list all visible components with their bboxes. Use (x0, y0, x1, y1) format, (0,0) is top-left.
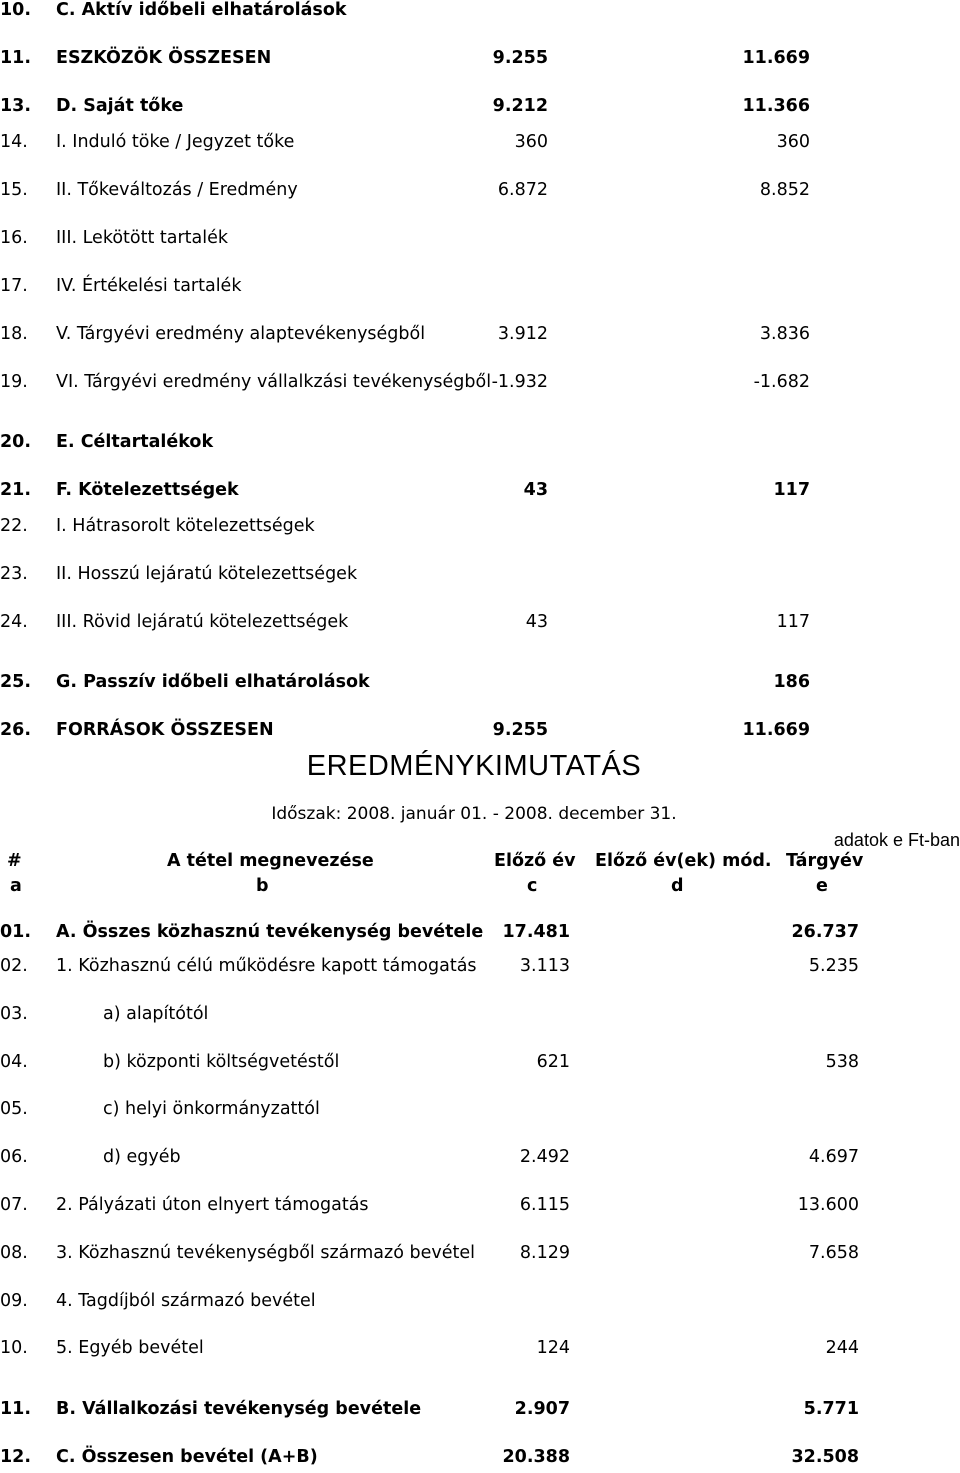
income-statement-title: EREDMÉNYKIMUTATÁS (306, 750, 642, 782)
previous-year-value: 20.388 (502, 1447, 570, 1467)
previous-year-value: -1.932 (491, 372, 548, 392)
current-year-value: 360 (776, 132, 810, 152)
current-year-value: -1.682 (753, 372, 810, 392)
previous-year-value: 6.872 (497, 180, 548, 200)
header-mod: Előző év(ek) mód. (595, 851, 772, 871)
previous-year-value: 360 (514, 132, 548, 152)
current-year-value: 117 (773, 480, 810, 500)
row-label: D. Saját tőke (56, 96, 184, 116)
table-row (0, 0, 960, 26)
table-row (0, 1147, 960, 1173)
previous-year-value: 9.212 (492, 96, 548, 116)
table-row (0, 922, 960, 948)
header-label-letter: b (256, 876, 269, 896)
row-number: 11. (0, 48, 32, 68)
row-label: G. Passzív időbeli elhatárolások (56, 672, 370, 692)
row-label: II. Hosszú lejáratú kötelezettségek (56, 564, 358, 584)
row-number: 15. (0, 180, 28, 200)
previous-year-value: 9.255 (492, 720, 548, 740)
row-number: 19. (0, 372, 28, 392)
row-label: I. Hátrasorolt kötelezettségek (56, 516, 315, 536)
current-year-value: 32.508 (791, 1447, 859, 1467)
table-row (0, 1291, 960, 1317)
current-year-value: 11.669 (742, 48, 810, 68)
table-row (0, 1099, 960, 1125)
table-row (0, 432, 960, 458)
table-row (0, 372, 960, 398)
previous-year-value: 621 (536, 1052, 570, 1072)
previous-year-value: 43 (523, 480, 548, 500)
previous-year-value: 124 (536, 1338, 570, 1358)
row-number: 03. (0, 1004, 28, 1024)
header-curr-letter: e (816, 876, 828, 896)
table-row (0, 180, 960, 206)
row-label: V. Tárgyévi eredmény alaptevékenységből (56, 324, 426, 344)
row-number: 14. (0, 132, 28, 152)
row-number: 11. (0, 1399, 32, 1419)
current-year-value: 8.852 (759, 180, 810, 200)
table-row (0, 956, 960, 982)
row-number: 01. (0, 922, 32, 942)
current-year-value: 5.771 (803, 1399, 859, 1419)
table-row (0, 564, 960, 590)
row-number: 26. (0, 720, 32, 740)
current-year-value: 11.669 (742, 720, 810, 740)
table-row (0, 1004, 960, 1030)
table-row (0, 516, 960, 542)
row-number: 22. (0, 516, 28, 536)
table-row (0, 228, 960, 254)
row-label: I. Induló töke / Jegyzet tőke (56, 132, 295, 152)
row-number: 13. (0, 96, 32, 116)
row-label: b) központi költségvetéstől (103, 1052, 340, 1072)
row-label: II. Tőkeváltozás / Eredmény (56, 180, 298, 200)
row-label: III. Lekötött tartalék (56, 228, 229, 248)
table-row (0, 1052, 960, 1078)
table-row (0, 1195, 960, 1221)
row-label: B. Vállalkozási tevékenység bevétele (56, 1399, 422, 1419)
previous-year-value: 9.255 (492, 48, 548, 68)
units-note: adatok e Ft-ban (833, 830, 960, 850)
header-curr: Tárgyév (786, 851, 864, 871)
previous-year-value: 3.113 (519, 956, 570, 976)
header-num-letter: a (10, 876, 22, 896)
previous-year-value: 2.492 (519, 1147, 570, 1167)
row-label: 4. Tagdíjból származó bevétel (56, 1291, 316, 1311)
row-number: 18. (0, 324, 28, 344)
row-number: 09. (0, 1291, 28, 1311)
table-row (0, 480, 960, 506)
row-label: a) alapítótól (103, 1004, 209, 1024)
table-row (0, 1243, 960, 1269)
row-label: III. Rövid lejáratú kötelezettségek (56, 612, 349, 632)
current-year-value: 4.697 (808, 1147, 859, 1167)
row-number: 20. (0, 432, 32, 452)
row-number: 23. (0, 564, 28, 584)
previous-year-value: 43 (525, 612, 548, 632)
row-number: 21. (0, 480, 32, 500)
header-label: A tétel megnevezése (167, 851, 374, 871)
previous-year-value: 8.129 (519, 1243, 570, 1263)
row-number: 25. (0, 672, 32, 692)
table-row (0, 720, 960, 746)
row-label: E. Céltartalékok (56, 432, 214, 452)
table-row (0, 1399, 960, 1425)
previous-year-value: 3.912 (497, 324, 548, 344)
current-year-value: 7.658 (808, 1243, 859, 1263)
header-prev: Előző év (494, 851, 576, 871)
row-number: 04. (0, 1052, 28, 1072)
table-row (0, 672, 960, 698)
row-number: 12. (0, 1447, 32, 1467)
row-label: A. Összes közhasznú tevékenység bevétele (56, 922, 484, 942)
previous-year-value: 6.115 (519, 1195, 570, 1215)
current-year-value: 3.836 (759, 324, 810, 344)
row-label: c) helyi önkormányzattól (103, 1099, 320, 1119)
table-row (0, 1447, 960, 1473)
row-label: C. Aktív időbeli elhatárolások (56, 0, 347, 20)
row-label: 2. Pályázati úton elnyert támogatás (56, 1195, 369, 1215)
row-label: C. Összesen bevétel (A+B) (56, 1447, 318, 1467)
current-year-value: 186 (773, 672, 810, 692)
row-number: 17. (0, 276, 28, 296)
header-prev-letter: c (527, 876, 538, 896)
row-label: d) egyéb (103, 1147, 181, 1167)
row-label: 5. Egyéb bevétel (56, 1338, 204, 1358)
row-label: FORRÁSOK ÖSSZESEN (56, 720, 274, 740)
row-number: 02. (0, 956, 28, 976)
current-year-value: 117 (776, 612, 810, 632)
row-number: 07. (0, 1195, 28, 1215)
header-mod-letter: d (671, 876, 684, 896)
table-row (0, 96, 960, 122)
row-label: F. Kötelezettségek (56, 480, 239, 500)
row-label: 1. Közhasznú célú működésre kapott támogatás (56, 956, 477, 976)
current-year-value: 244 (825, 1338, 859, 1358)
period-text: Időszak: 2008. január 01. - 2008. december 31. (271, 804, 677, 824)
table-row (0, 132, 960, 158)
row-number: 10. (0, 0, 32, 20)
table-row (0, 612, 960, 638)
row-number: 16. (0, 228, 28, 248)
table-row (0, 324, 960, 350)
row-label: ESZKÖZÖK ÖSSZESEN (56, 48, 272, 68)
row-number: 05. (0, 1099, 28, 1119)
current-year-value: 11.366 (742, 96, 810, 116)
current-year-value: 26.737 (791, 922, 859, 942)
current-year-value: 5.235 (808, 956, 859, 976)
table-row (0, 1338, 960, 1364)
row-label: 3. Közhasznú tevékenységből származó bevétel (56, 1243, 475, 1263)
current-year-value: 538 (825, 1052, 859, 1072)
row-number: 10. (0, 1338, 28, 1358)
row-label: IV. Értékelési tartalék (56, 276, 242, 296)
previous-year-value: 2.907 (514, 1399, 570, 1419)
row-label: VI. Tárgyévi eredmény vállalkzási tevékenységből (56, 372, 492, 392)
table-row (0, 48, 960, 74)
row-number: 08. (0, 1243, 28, 1263)
table-row (0, 276, 960, 302)
row-number: 06. (0, 1147, 28, 1167)
previous-year-value: 17.481 (502, 922, 570, 942)
row-number: 24. (0, 612, 28, 632)
header-num: # (7, 851, 22, 871)
current-year-value: 13.600 (797, 1195, 859, 1215)
